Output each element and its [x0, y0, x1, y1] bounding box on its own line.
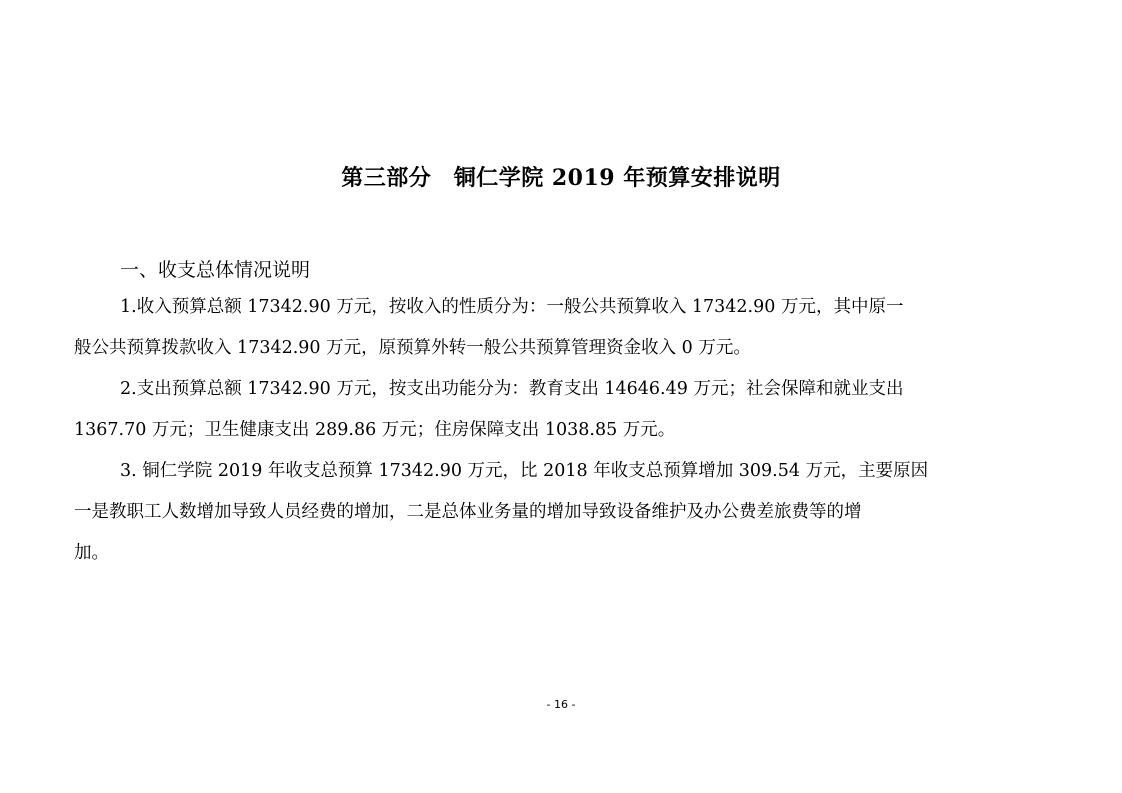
paragraph-line: 1367.70 万元；卫生健康支出 289.86 万元；住房保障支出 1038.85 万元。: [74, 420, 676, 440]
paragraph-line: 2.支出预算总额 17342.90 万元，按支出功能分为：教育支出 14646.49 万元；社会保障和就业支出: [120, 379, 904, 399]
paragraph-total-budget: [74, 451, 1054, 574]
page-number: - 16 -: [546, 698, 576, 711]
paragraph-line: 加。: [74, 543, 109, 563]
paragraph-line: 一是教职工人数增加导致人员经费的增加，二是总体业务量的增加导致设备维护及办公费差旅费等的增: [74, 502, 862, 522]
page-title: 第三部分 铜仁学院 2019 年预算安排说明: [341, 165, 781, 191]
paragraph-expenditure-budget: [74, 369, 1054, 451]
section-heading: 一、收支总体情况说明: [120, 259, 311, 281]
paragraph-line: 般公共预算拨款收入 17342.90 万元，原预算外转一般公共预算管理资金收入 0 万元。: [74, 338, 751, 358]
paragraph-line: 3. 铜仁学院 2019 年收支总预算 17342.90 万元，比 2018 年收支总预算增加 309.54 万元，主要原因: [120, 461, 929, 481]
paragraph-line: 1.收入预算总额 17342.90 万元，按收入的性质分为：一般公共预算收入 17342.90 万元，其中原一: [120, 297, 904, 317]
paragraph-income-budget: [74, 287, 1054, 369]
